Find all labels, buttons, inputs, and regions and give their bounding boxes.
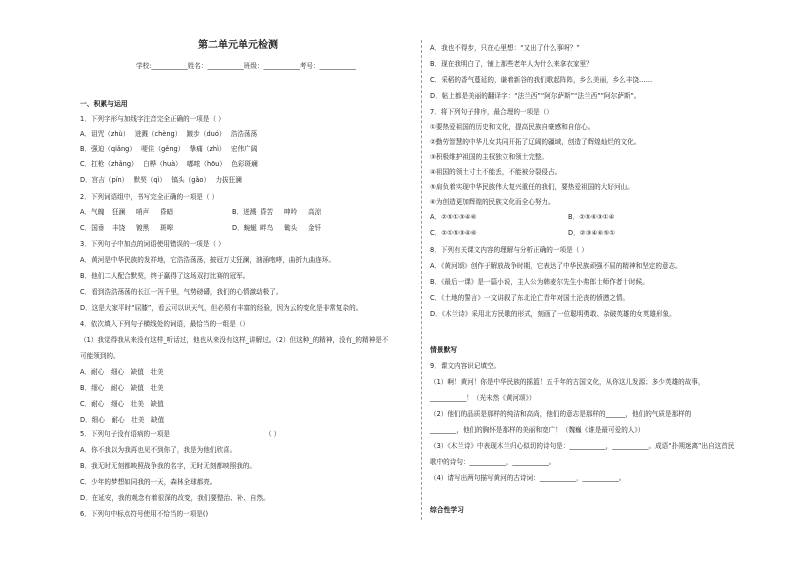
q9-line-2: ___________！（光未然《黄河颂》）: [430, 394, 536, 402]
q7-sentence-6: ⑥为创造更加辉煌的民族文化而全心努力。: [430, 198, 555, 206]
q2-stem: 2．下列词语组中，书写完全正确的一项是（ ）: [80, 193, 219, 201]
q9-stem: 9．课文内容识记填空。: [430, 362, 501, 370]
q1-option-d: D．宫吉（pín） 默契（qì） 镐头（gǎo） 力拔狂澜: [80, 176, 242, 184]
q5-option-a: A．你不我以为我再也见不到你了，我是为他们欣喜。: [80, 446, 237, 454]
q7-option-a: A．②⑤①③④⑥: [430, 213, 477, 221]
q8-stem: 8．下列有关课文内容的理解与分析正确的一项是（ ）: [430, 246, 588, 254]
q9-line-4: ________，他们的胸怀是那样的美丽和宽广！（魏巍《谁是最可爱的人》）: [430, 426, 645, 434]
q2-a-3: 哨声: [136, 208, 150, 216]
q2-b-1: B．迸溅: [232, 208, 257, 216]
q3-option-b: B．他们二人配合默契，终于赢得了这场双打比赛的冠军。: [80, 272, 250, 280]
q5-stem: 5．下列句子没有语病的一项是: [80, 430, 170, 438]
q1-option-a: A．诅咒（zhù） 迸溅（chèng） 踱步（duó） 浩浩荡荡: [80, 130, 258, 138]
q9-line-7: （4）请写出两句描写黄河的古诗词：___________，___________。: [430, 474, 626, 482]
q2-d-3: 锄头: [284, 224, 298, 232]
q3-stem: 3．下列句子中加点的词语使用错误的一项是（ ）: [80, 240, 225, 248]
q9-line-6: 歌中的诗句：___________，___________。: [430, 458, 556, 466]
q3-option-a: A．黄河是中华民族的发祥地，它浩浩荡荡，披冠万丈狂澜，汹涌咆哮，曲折九曲连环。: [80, 256, 336, 264]
section-heading-dictation: 情景默写: [430, 346, 458, 354]
q6-stem: 6．下列句中标点符号使用不恰当的一项是(): [80, 510, 209, 518]
q7-sentence-5: ⑤肩负着实现中华民族伟大复兴重任的我们，要热爱祖国的大好河山。: [430, 183, 634, 191]
q8-option-d: D．《木兰诗》采用北方民歌的形式，刻画了一位聪明勇敢、杂破英雄的女英雄形象。: [430, 310, 676, 318]
q4-option-c: C．耐心 细心 壮美 缺值: [80, 400, 164, 408]
q2-c-2: 丰饶: [112, 224, 126, 232]
q8-option-c: C．《土地的誓言》一文讲叙了东北沦亡青年对国土沦丧的愤懑之情。: [430, 294, 630, 302]
q4-option-a: A．耐心 细心 缺值 壮美: [80, 368, 164, 376]
q2-d-1: D．蜿蜒: [232, 224, 257, 232]
q3-option-d: D．这是大家平时“屈膝”，看云可以识天气，但必须有丰富的经验，因为云的变化是非常复杂的。: [80, 304, 363, 312]
q7-sentence-1: ①要热爱祖国的历史和文化，提高民族自豪感和自信心。: [430, 123, 595, 131]
q9-line-5: （3）《木兰诗》中表现木兰归心似切的诗句是：___________，___________。成语“扑朔迷离”出自这首民: [430, 442, 735, 450]
student-info-line: 学校:___________姓名：___________班级：___________考号：___________: [136, 62, 356, 70]
q4-option-b: B．细心 耐心 缺值 壮美: [80, 384, 164, 392]
q9-line-3: （2）他们的品质是那样的纯洁和高尚，他们的意志是那样的______，他们的气质是那样的: [430, 410, 692, 418]
q2-d-2: 畔鸟: [260, 224, 274, 232]
q4-stem: 4．依次填入下列句子横线处的词语，最恰当的一组是（）: [80, 320, 250, 328]
q7-option-b: B．②⑤⑥③①④: [568, 213, 615, 221]
q1-option-b: B．强迫（qiǎng） 哽住（gěng） 挚痛（zhì） 宏伟广阔: [80, 145, 258, 153]
q6-option-d: D．帖上都是美丽的翻译字：“法兰西”“阿尔萨斯”“法兰西”“阿尔萨斯”。: [430, 92, 641, 100]
column-divider: [421, 40, 422, 520]
q2-a-1: A．气魄: [80, 208, 105, 216]
q7-sentence-2: ②勤劳智慧的中华儿女共同开拓了辽阔的疆域，创造了辉煌灿烂的文化。: [430, 138, 641, 146]
q5-option-c: C．少年的梦想如同我的一天，森林全球都亮。: [80, 478, 217, 486]
q9-line-1: （1）啊！黄河！你是中华民族的摇篮！五千年的古国文化，从你这儿发源；多少英雄的故事，: [430, 378, 705, 386]
q2-b-3: 呻吟: [284, 208, 298, 216]
q4-passage-line-2: 可能领到的。: [80, 352, 120, 360]
q2-c-3: 镀黑: [136, 224, 150, 232]
q7-option-d: D．②③④⑥⑤①: [568, 229, 616, 237]
q5-answer-paren: （ ）: [265, 430, 281, 438]
q7-stem: 7．将下列句子排序，最合理的一项是（）: [430, 108, 553, 116]
page-title: 第二单元单元检测: [198, 40, 278, 51]
q2-c-4: 斑嗥: [160, 224, 174, 232]
q5-option-b: B．我无时无刻都映照战争我的名字，无时无刻都映照我的。: [80, 462, 256, 470]
q6-option-a: A．我也不得步，只在心里想：“又出了什么事呀？”: [430, 44, 580, 52]
q2-d-4: 金钎: [308, 224, 322, 232]
q7-sentence-3: ③积极维护祖国的主权独立和领土完整。: [430, 153, 549, 161]
q8-option-b: B．《最后一课》是一篇小说，主人公为韩麦尔先生小弗郎士师作者十时候。: [430, 278, 649, 286]
q2-c-1: C．国垂: [80, 224, 105, 232]
q1-stem: 1．下列字形与加线字注音完全正确的一项是（ ）: [80, 115, 225, 123]
q8-option-a: A．《黄河颂》创作于解放战争时期，它表达了中华民族顽强不屈的精神和坚定的意志。: [430, 262, 682, 270]
q3-option-c: C．看到浩浩荡荡的长江一泻千里，气势磅礴，我们的心情激动极了。: [80, 288, 283, 296]
q6-option-c: C．采稻的香气蔓延的，谦着新谷的我们歌起阵阵，乡么美丽，乡么丰饶……: [430, 76, 653, 84]
section-heading-comprehensive: 综合性学习: [430, 506, 464, 514]
q7-option-c: C．②①⑤③④⑥: [430, 229, 477, 237]
section-heading-accumulation: 一、积累与运用: [80, 100, 128, 108]
q2-b-2: 昏苦: [260, 208, 274, 216]
q1-option-c: C．扛枪（zhǎng） 白桦（huà） 嘟哝（hōu） 色彩斑斓: [80, 160, 258, 168]
q4-passage-line-1: （1）我觉得我从来没有这样_听话过，他也从来没有这样_讲解过。（2）但这种_的精神，没有_的精神是不: [80, 336, 389, 344]
q4-option-d: D．细心 耐心 壮美 缺值: [80, 416, 165, 424]
q2-a-4: 昏暗: [160, 208, 174, 216]
q2-a-2: 狂澜: [112, 208, 126, 216]
q5-option-d: D．在延安，我的观念有着很深的改变，我们要整治、补、自然。: [80, 494, 270, 502]
q7-sentence-4: ④祖国的领土寸土不能丢，不能被分裂侵占。: [430, 168, 562, 176]
q2-b-4: 高涼: [308, 208, 322, 216]
q6-option-b: B．现在我明白了，铺上那些老年人为什么来拿衣家里？: [430, 60, 593, 68]
